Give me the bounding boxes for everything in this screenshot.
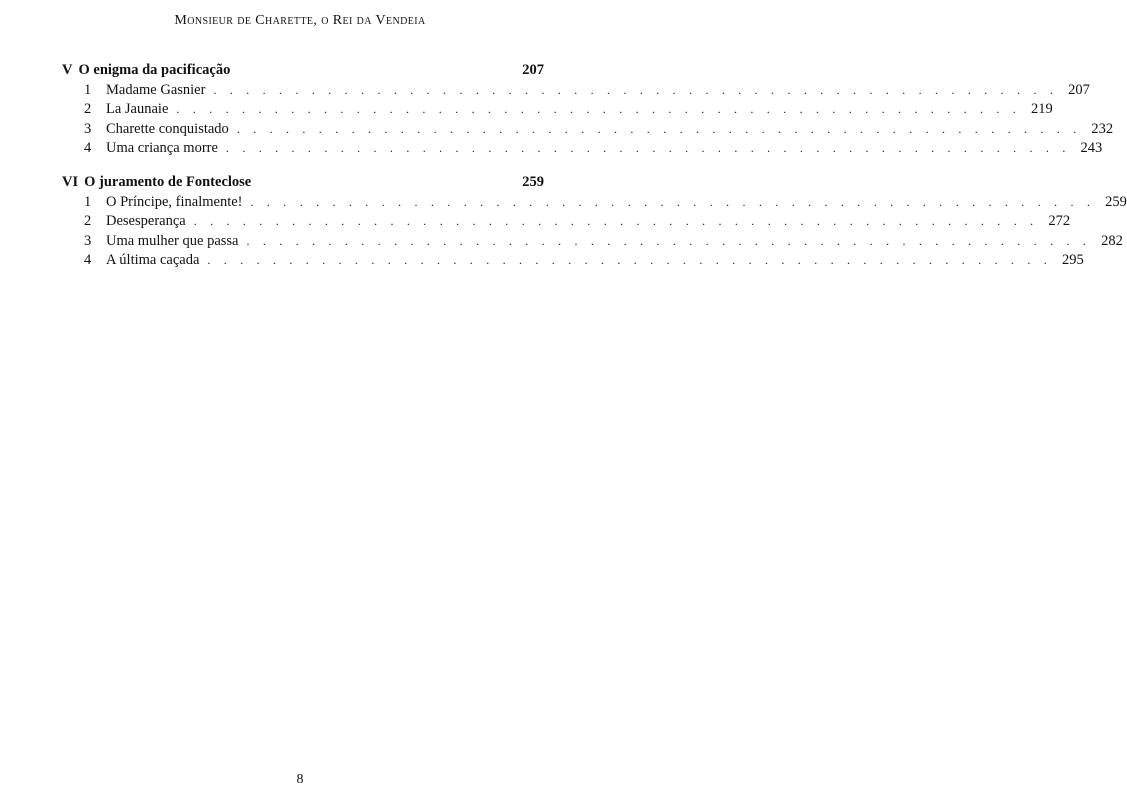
entry-number: 4: [84, 252, 92, 269]
page-number: 8: [296, 772, 304, 787]
toc-entry[interactable]: [62, 81, 1090, 102]
entry-page-number: 272: [1048, 213, 1071, 230]
entry-title: Desesperança: [106, 213, 186, 230]
toc-entry[interactable]: [62, 213, 1071, 233]
toc-entry[interactable]: [62, 193, 1127, 214]
entry-title: Charette conquistado: [106, 120, 229, 137]
entry-page-number: 282: [1101, 232, 1123, 249]
table-of-contents: [62, 62, 1127, 286]
toc-part-v: [62, 62, 1114, 160]
entry-page-number: 232: [1091, 120, 1114, 137]
toc-entry[interactable]: [62, 120, 1114, 141]
entry-number: 1: [84, 81, 92, 98]
entry-title: Uma mulher que passa: [106, 232, 239, 249]
entry-number: 2: [84, 101, 92, 118]
running-head: Monsieur de Charette, o Rei da Vendeia: [174, 13, 426, 28]
dot-leader: . . . . . . . . . . . . . . . . . . . . . . . . . . . . . . . . . . . . . . . . . . . . . . . . . . . .: [236, 121, 1082, 136]
part-title: O enigma da pacificação: [78, 62, 231, 78]
entry-number: 1: [84, 193, 92, 210]
dot-leader: . . . . . . . . . . . . . . . . . . . . . . . . . . . . . . . . . . . . . . . . . . . . . . . . . . . .: [213, 82, 1059, 97]
toc-part-heading[interactable]: [62, 62, 544, 82]
entry-page-number: 207: [1068, 81, 1090, 98]
part-numeral: VI: [62, 173, 79, 190]
part-numeral: V: [62, 62, 73, 78]
entry-title: La Jaunaie: [106, 101, 169, 118]
part-page-number: 207: [522, 62, 544, 78]
dot-leader: . . . . . . . . . . . . . . . . . . . . . . . . . . . . . . . . . . . . . . . . . . . . . . . . . . . .: [176, 102, 1022, 117]
dot-leader: . . . . . . . . . . . . . . . . . . . . . . . . . . . . . . . . . . . . . . . . . . . . . . . . . . . .: [225, 141, 1071, 156]
part-title: O juramento de Fonteclose: [84, 173, 252, 190]
dot-leader: . . . . . . . . . . . . . . . . . . . . . . . . . . . . . . . . . . . . . . . . . . . . . . . . . . . .: [207, 253, 1053, 268]
toc-entry[interactable]: [62, 101, 1053, 121]
toc-entry[interactable]: [62, 140, 1103, 160]
entry-page-number: 259: [1105, 193, 1127, 210]
entry-number: 4: [84, 140, 92, 157]
toc-entry[interactable]: [62, 232, 1123, 253]
entry-page-number: 243: [1080, 140, 1103, 157]
dot-leader: . . . . . . . . . . . . . . . . . . . . . . . . . . . . . . . . . . . . . . . . . . . . . . . . . . . .: [250, 194, 1096, 209]
entry-title: A última caçada: [106, 252, 200, 269]
toc-entry[interactable]: [62, 252, 1084, 272]
toc-part-vi: [62, 173, 1127, 272]
entry-number: 3: [84, 232, 92, 249]
entry-number: 3: [84, 120, 92, 137]
entry-title: Uma criança morre: [106, 140, 218, 157]
entry-title: Madame Gasnier: [106, 81, 206, 98]
dot-leader: . . . . . . . . . . . . . . . . . . . . . . . . . . . . . . . . . . . . . . . . . . . . . . . . . . . .: [246, 233, 1092, 248]
entry-number: 2: [84, 213, 92, 230]
toc-part-heading[interactable]: [62, 174, 544, 194]
entry-page-number: 219: [1031, 101, 1053, 118]
entry-page-number: 295: [1062, 252, 1084, 269]
entry-title: O Príncipe, finalmente!: [106, 193, 243, 210]
dot-leader: . . . . . . . . . . . . . . . . . . . . . . . . . . . . . . . . . . . . . . . . . . . . . . . . . . . .: [193, 214, 1039, 229]
part-page-number: 259: [522, 173, 544, 190]
